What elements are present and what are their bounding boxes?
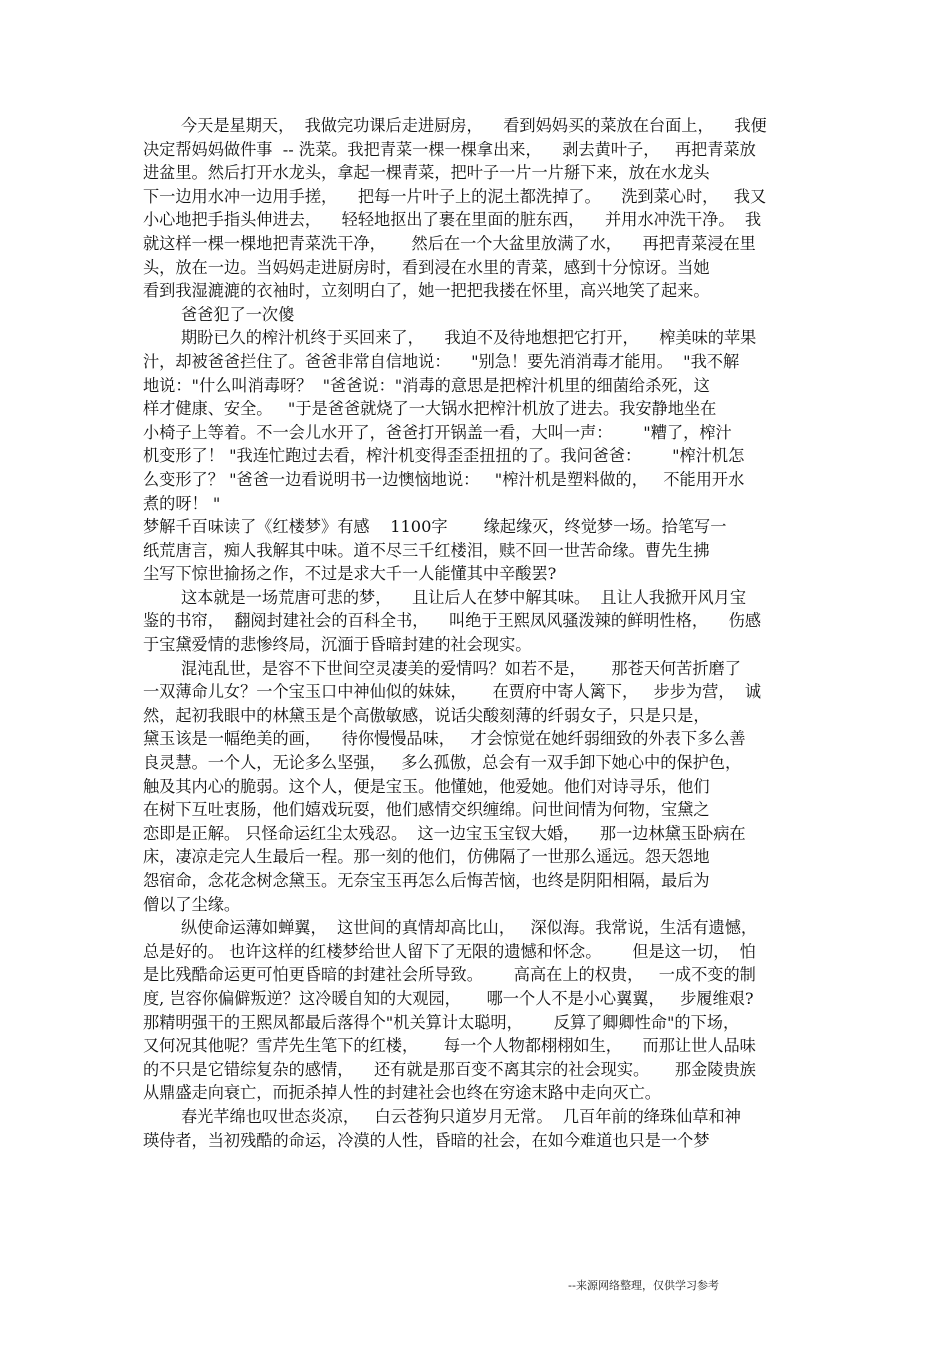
- text-line: 一双薄命儿女？一个宝玉口中神仙似的妹妹， 在贾府中寄人篱下， 步步为营， 诚: [143, 682, 762, 702]
- section-title: 梦解千百味读了《红楼梦》有感 1100字 缘起缘灭，终觉梦一场。拾笔写一: [143, 517, 727, 537]
- text-line: 良灵慧。一个人，无论多么坚强， 多么孤傲，总会有一双手卸下她心中的保护色，: [143, 753, 742, 773]
- text-line: 今天是星期天， 我做完功课后走进厨房， 看到妈妈买的菜放在台面上， 我便: [181, 116, 767, 135]
- text-line: 进盆里。然后打开水龙头，拿起一棵青菜，把叶子一片一片掰下来，放在水龙头: [143, 163, 710, 183]
- document-body: [143, 114, 808, 1152]
- text-line: 恋即是正解。 只怪命运红尘太残忍。 这一边宝玉宝钗大婚， 那一边林黛玉卧病在: [143, 823, 746, 843]
- text-line: 这本就是一场荒唐可悲的梦， 且让后人在梦中解其味。 且让人我掀开风月宝: [181, 587, 747, 607]
- text-line: 的不只是它错综复杂的感情， 还有就是那百变不离其宗的社会现实。 那金陵贵族: [143, 1059, 756, 1079]
- text-line: 总是好的。 也许这样的红楼梦给世人留下了无限的遗憾和怀念。 但是这一切， 怕: [143, 941, 756, 961]
- text-line: 纵使命运薄如蝉翼， 这世间的真情却高比山， 深似海。我常说，生活有遗憾，: [181, 918, 758, 938]
- text-line: 尘写下惊世揄扬之作，不过是求大千一人能懂其中辛酸罢?: [143, 564, 557, 584]
- text-line: 然，起初我眼中的林黛玉是个高傲敏感，说话尖酸刻薄的纤弱女子，只是只是，: [143, 705, 710, 725]
- text-line: 纸荒唐言，痴人我解其中味。道不尽三千红楼泪，赎不回一世苦命缘。曹先生拂: [143, 540, 710, 560]
- text-line: 于宝黛爱情的悲惨终局，沉湎于昏暗封建的社会现实。: [143, 635, 532, 655]
- text-line: 就这样一棵一棵地把青菜洗干净， 然后在一个大盆里放满了水， 再把青菜浸在里: [143, 233, 756, 253]
- text-line: 下一边用水冲一边用手搓， 把每一片叶子上的泥土都洗掉了。 洗到菜心时， 我又: [143, 186, 767, 206]
- text-line: 春光芊绵也叹世态炎凉， 白云苍狗只道岁月无常。 几百年前的绛珠仙草和神: [181, 1106, 741, 1126]
- text-line: 地说："什么叫消毒呀？ "爸爸说："消毒的意思是把榨汁机里的细菌给杀死，这: [143, 375, 710, 395]
- text-line: 是比残酷命运更可怕更昏暗的封建社会所导致。 高高在上的权贵， 一成不变的制: [143, 965, 756, 985]
- text-line: 小椅子上等着。不一会儿水开了，爸爸打开锅盖一看，大叫一声： "糟了，榨汁: [143, 422, 732, 442]
- text-line: 汁，却被爸爸拦住了。爸爸非常自信地说： "别急！要先消消毒才能用。 "我不解: [143, 351, 740, 371]
- text-line: 从鼎盛走向衰亡，而扼杀掉人性的封建社会也终在穷途末路中走向灭亡。: [143, 1083, 661, 1103]
- text-line: 小心地把手指头伸进去， 轻轻地抠出了裹在里面的脏东西， 并用水冲洗干净。 我: [143, 210, 762, 230]
- text-line: 机变形了！ "我连忙跑过去看，榨汁机变得歪歪扭扭的了。我问爸爸： "榨汁机怎: [143, 446, 745, 466]
- text-line: 瑛侍者，当初残酷的命运，冷漠的人性，昏暗的社会，在如今难道也只是一个梦: [143, 1130, 710, 1150]
- text-line: 触及其内心的脆弱。这个人，便是宝玉。他懂她，他爱她。他们对诗寻乐，他们: [143, 776, 710, 796]
- text-line: 头，放在一边。当妈妈走进厨房时，看到浸在水里的青菜，感到十分惊讶。当她: [143, 257, 710, 277]
- text-line: 样才健康、安全。 "于是爸爸就烧了一大锅水把榨汁机放了进去。我安静地坐在: [143, 399, 717, 419]
- text-line: 黛玉该是一幅绝美的画， 待你慢慢品味， 才会惊觉在她纤弱细致的外表下多么善: [143, 729, 746, 749]
- section-title: 爸爸犯了一次傻: [181, 304, 295, 324]
- text-line: 煮的呀！ ": [143, 493, 221, 513]
- text-line: 床，凄凉走完人生最后一程。那一刻的他们，仿佛隔了一世那么遥远。怨天怨地: [143, 847, 710, 867]
- text-line: 又何况其他呢？雪芹先生笔下的红楼， 每一个人物都栩栩如生， 而那让世人品味: [143, 1036, 756, 1056]
- text-line: 么变形了？ "爸爸一边看说明书一边懊恼地说： "榨汁机是塑料做的， 不能用开水: [143, 469, 745, 489]
- text-line: 怨宿命，念花念树念黛玉。无奈宝玉再怎么后悔苦恼，也终是阴阳相隔，最后为: [143, 871, 710, 890]
- text-line: 混沌乱世，是容不下世间空灵凄美的爱情吗？如若不是， 那苍天何苦折磨了: [181, 658, 741, 678]
- text-line: 决定帮妈妈做件事 -- 洗菜。我把青菜一棵一棵拿出来， 剥去黄叶子， 再把青菜放: [143, 139, 756, 159]
- text-line: 在树下互吐衷肠，他们嬉戏玩耍，他们感情交织缠绵。问世间情为何物，宝黛之: [143, 800, 710, 820]
- page-footer: --来源网络整理，仅供学习参考: [568, 1279, 719, 1292]
- text-line: 鉴的书帘， 翻阅封建社会的百科全书， 叫绝于王熙凤风骚泼辣的鲜明性格， 伤感: [143, 611, 762, 631]
- text-line: 那精明强干的王熙凤都最后落得个"机关算计太聪明， 反算了卿卿性命"的下场，: [143, 1012, 740, 1032]
- text-line: 僧以了尘缘。: [143, 894, 241, 914]
- text-line: 期盼已久的榨汁机终于买回来了， 我迫不及待地想把它打开， 榨美味的苹果: [181, 328, 757, 348]
- text-line: 看到我湿漉漉的衣袖时，立刻明白了，她一把把我搂在怀里，高兴地笑了起来。: [143, 281, 710, 301]
- text-line: 度, 岂容你偏僻叛逆？这冷暖自知的大观园， 哪一个人不是小心翼翼， 步履维艰?: [143, 988, 754, 1008]
